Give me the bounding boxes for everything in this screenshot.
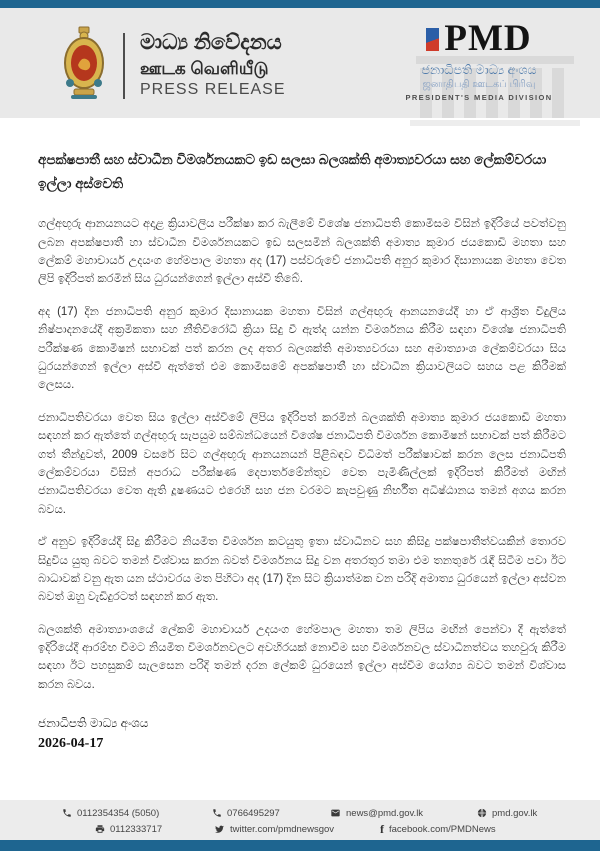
document-body bbox=[38, 118, 566, 798]
paragraph-4: ඒ අනුව ඉදිරියේදී සිදු කිරීමට නියමිත විමර්ශන කටයුතු ඉතා ස්වාධීනව සහ කිසිදු පක්ෂපාතීත්වයකින් තොරව සිදුවිය යුතු බවට තමන් විශ්වාස කරන බවත් විමර්ශනය සිදු වන අතරතුර තමා එම තනතුරේ රැඳී සිටීම පවා ඊට බාධාවක් වනු ඇත යන ස්ථාවරය මත පිහිටා අද (17) දින සිට ක්‍රියාත්මක වන පරිදි අමාත්‍ය ධුරයෙන් ඉල්ලා අස්වන බවත් ඔහු වැඩිදුරටත් සඳහන් කර ඇත. bbox=[38, 536, 566, 604]
contact-twitter-text: twitter.com/pmdnewsgov bbox=[230, 823, 335, 835]
email-icon bbox=[330, 808, 341, 818]
fax-icon bbox=[95, 824, 105, 834]
contact-twitter bbox=[214, 823, 334, 835]
contact-phone-2-text: 0766495297 bbox=[227, 807, 280, 819]
contact-facebook-text: facebook.com/PMDNews bbox=[389, 823, 496, 835]
document-title: අපක්ෂපාතී සහ ස්වාධීන විමර්ශනයකට ඉඩ සලසා බලශක්ති අමාත්‍යවරයා සහ ලේකම්වරයා ඉල්ලා අස්වෙති bbox=[38, 152, 547, 191]
header-vertical-divider bbox=[123, 33, 125, 99]
top-accent-bar bbox=[0, 0, 600, 8]
twitter-icon bbox=[214, 824, 225, 834]
contact-website-text: pmd.gov.lk bbox=[492, 807, 538, 819]
phone-icon bbox=[212, 808, 222, 818]
phone-icon bbox=[62, 808, 72, 818]
press-release-title-english: PRESS RELEASE bbox=[140, 81, 286, 99]
contact-fax-text: 0112333717 bbox=[110, 823, 163, 835]
header bbox=[0, 8, 600, 118]
facebook-icon: f bbox=[380, 822, 384, 836]
contact-phone-2 bbox=[212, 807, 280, 819]
contact-email-text: news@pmd.gov.lk bbox=[346, 807, 424, 819]
paragraph-1: ගල්අඟුරු ආනයනයට අදාළ ක්‍රියාවලිය පරීක්ෂා කර බැලීමේ විශේෂ ජනාධිපති කොමිසම විසින් ඉදිරියේ පවත්වනු ලබන අපක්ෂපාතී හා ස්වාධීන විමර්ශනයකට ඉඩ සලසමින් බලශක්ති අමාත්‍ය කුමාර ජයකොඩි මහතා සහ ලේකම් මහාචාර්ය උදයංග හේමපාල මහතා අද (17) පස්වරුවේ ජනාධිපති අනුර කුමාර දිසානායක මහතා වෙත ලිපි ඉදිරිපත් කරමින් සිය ධුරයන්ගෙන් ඉල්ලා අස්වී තිබේ. bbox=[38, 218, 566, 286]
contact-email bbox=[330, 807, 423, 819]
pmd-sub-tamil: ஜனாதிபதி ஊடகப் பிரிவு bbox=[422, 79, 536, 90]
globe-icon bbox=[477, 808, 487, 818]
pmd-sub-sinhala: ජනාධිපති මාධ්‍ය අංශය bbox=[421, 63, 537, 77]
contact-fax bbox=[95, 823, 162, 835]
contact-phone-1 bbox=[62, 807, 159, 819]
pmd-acronym: PMD bbox=[444, 18, 532, 59]
pmd-sub-english: PRESIDENT'S MEDIA DIVISION bbox=[405, 93, 553, 102]
signoff-division: ජනාධිපති මාධ්‍ය අංශය bbox=[38, 716, 149, 731]
paragraph-2: අද (17) දින ජනාධිපති අනුර කුමාර දිසානායක මහතා විසින් ගල්අඟුරු ආනයනයේදී හා ඒ ආශ්‍රිත විදුලිය නිෂ්පාදනයේදී අක්‍රමිකතා සහ නීතිවිරෝධී ක්‍රියා සිදු වී ඇත්ද යන්න විමර්ශනය කිරීම සඳහා විශේෂ ජනාධිපති පරීක්ෂණ කොමිෂන් සභාවක් පත් කරන ලද අතර බලශක්ති අමාත්‍යවරයා සහ අමාත්‍යාංශ ලේකම්වරයා සිය ධුරයන්ගෙන් ඉල්ලා අස්වී ඇත්තේ එම කොමිසමේ අපක්ෂපාතී හා ස්වාධීන ක්‍රියාවලියට සහය පළ කිරීමක් ලෙසය. bbox=[38, 305, 566, 392]
pmd-logo bbox=[384, 20, 574, 57]
pmd-flag-icon bbox=[426, 28, 439, 51]
contact-footer bbox=[0, 800, 600, 840]
document-date: 2026-04-17 bbox=[38, 736, 104, 752]
header-left bbox=[62, 25, 286, 106]
contact-website bbox=[477, 807, 537, 819]
bottom-accent-bar bbox=[0, 840, 600, 851]
paragraph-5: බලශක්ති අමාත්‍යාංශයේ ලේකම් මහාචාර්ය උදයංග හේමපාල මහතා තම ලිපිය මඟින් පෙන්වා දී ඇත්තේ ඉදිරියේදී ආරම්භ වීමට නියමිත විමර්ශනවලට අවහිරයක් නොවීම සහ විමර්ශනවල ස්වාධීනත්වය තහවුරු කිරීම සඳහා ඊට පහසුකම් සැලසෙන පරිදි තමන් දරන ලේකම් ධුරයෙන් ඉල්ලා අස්වීම යෝග්‍ය බවට තමන් විශ්වාස කරන බවය. bbox=[38, 623, 566, 691]
header-titles bbox=[140, 31, 286, 99]
pmd-logo-block bbox=[384, 20, 574, 102]
press-release-title-sinhala: මාධ්‍ය නිවේදනය bbox=[140, 31, 282, 55]
contact-phone-1-text: 0112354354 (5050) bbox=[77, 807, 160, 819]
sri-lanka-emblem-icon bbox=[62, 25, 106, 106]
contact-facebook bbox=[380, 823, 496, 835]
press-release-title-tamil: ஊடக வெளியீடு bbox=[140, 58, 269, 78]
paragraph-3: ජනාධිපතිවරයා වෙත සිය ඉල්ලා අස්වීමේ ලිපිය ඉදිරිපත් කරමින් බලශක්ති අමාත්‍ය කුමාර ජයකොඩි මහතා සඳහන් කර ඇත්තේ ගල්අඟුරු සැපයුම සම්බන්ධයෙන් විශේෂ ජනාධිපති විමර්ශන කොමිෂන් සභාවක් පත් කිරීමට ගත් තීන්දුවත්, 2009 වසරේ සිට ගල්අඟුරු ආනයනයන් පිළිබඳව විධිමත් පරීක්ෂාවක් කරන ලෙස ජනාධිපති ලේකම්වරයා විසින් අපරාධ පරීක්ෂණ දෙපාර්තමේන්තුව වෙත පැමිණිල්ලක් ඉදිරිපත් කිරීමත් මඟින් ජනාධිපතිවරයා වෙත ඇති දූෂණයට එරෙහි සහ ජන වරමට කැපවුණු නිර්භීත අධිෂ්ඨානය තමන් අගය කරන බවය. bbox=[38, 411, 566, 516]
